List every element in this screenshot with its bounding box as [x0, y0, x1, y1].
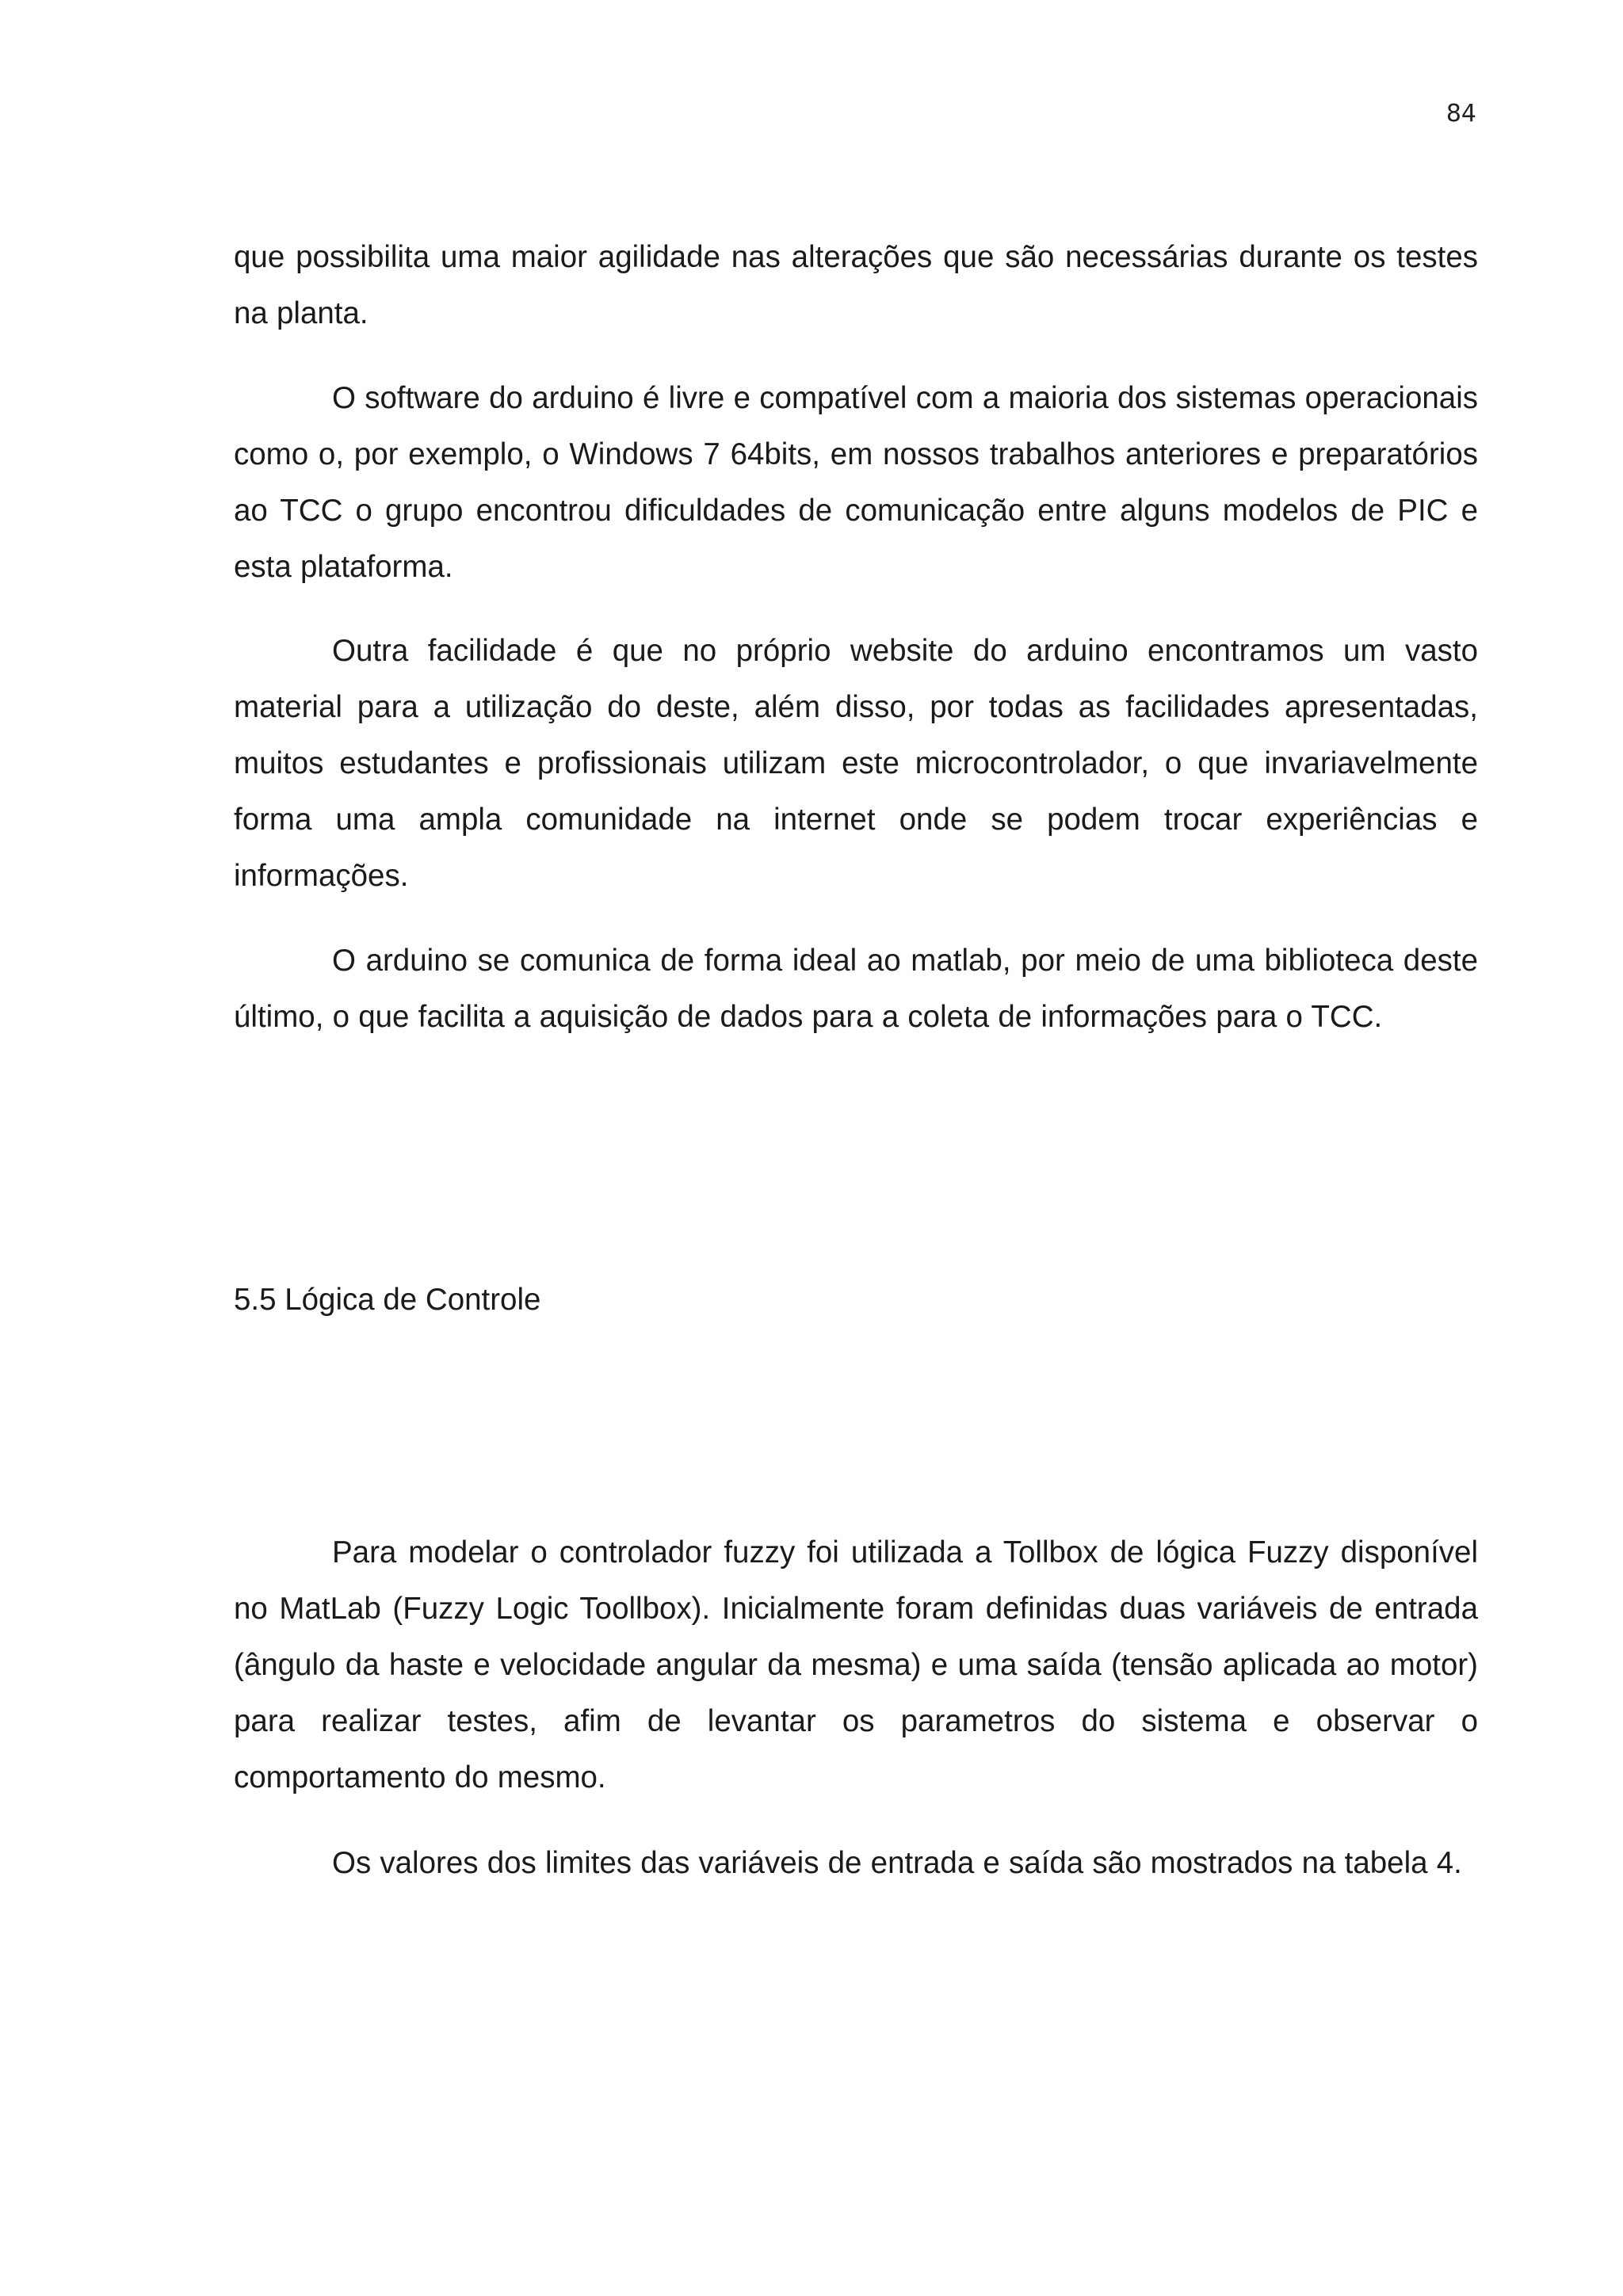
- paragraph-text: que possibilita uma maior agilidade nas alterações que são necessárias durante os testes na planta.: [234, 240, 1478, 330]
- paragraph-text: O arduino se comunica de forma ideal ao matlab, por meio de uma biblioteca deste último, o que facilita a aquisição de dados para a coleta de informações para o TCC.: [234, 944, 1478, 1034]
- paragraph-limits-table: [234, 1835, 1478, 1891]
- page-number: 84: [1445, 100, 1476, 128]
- paragraph-text: Para modelar o controlador fuzzy foi utilizada a Tollbox de lógica Fuzzy disponível no MatLab (Fuzzy Logic Toollbox). Inicialmente foram definidas duas variáveis de entrada (ângulo da haste e velocidade angular da mesma) e uma saída (tensão aplicada ao motor) para realizar testes, afim de levantar os parametros do sistema e observar o comportamento do mesmo.: [234, 1535, 1478, 1794]
- paragraph-arduino-matlab: [234, 933, 1478, 1045]
- paragraph-text: O software do arduino é livre e compatível com a maioria dos sistemas operacionais como o, por exemplo, o Windows 7 64bits, em nossos trabalhos anteriores e preparatórios ao TCC o grupo encontrou dificuldades de comunicação entre alguns modelos de PIC e esta plataforma.: [234, 381, 1478, 584]
- paragraph-text: Outra facilidade é que no próprio website do arduino encontramos um vasto material para a utilização do deste, além disso, por todas as facilidades apresentadas, muitos estudantes e profissionais utilizam este microcontrolador, o que invariavelmente forma uma ampla comunidade na internet onde se podem trocar experiências e informações.: [234, 634, 1478, 893]
- paragraph-fuzzy-controller: [234, 1524, 1478, 1806]
- paragraph-text: Os valores dos limites das variáveis de entrada e saída são mostrados na tabela 4.: [332, 1846, 1462, 1880]
- paragraph-arduino-software: [234, 370, 1478, 595]
- paragraph-continuation: [234, 229, 1478, 341]
- paragraph-arduino-website: [234, 623, 1478, 904]
- section-heading: 5.5 Lógica de Controle: [234, 1283, 541, 1317]
